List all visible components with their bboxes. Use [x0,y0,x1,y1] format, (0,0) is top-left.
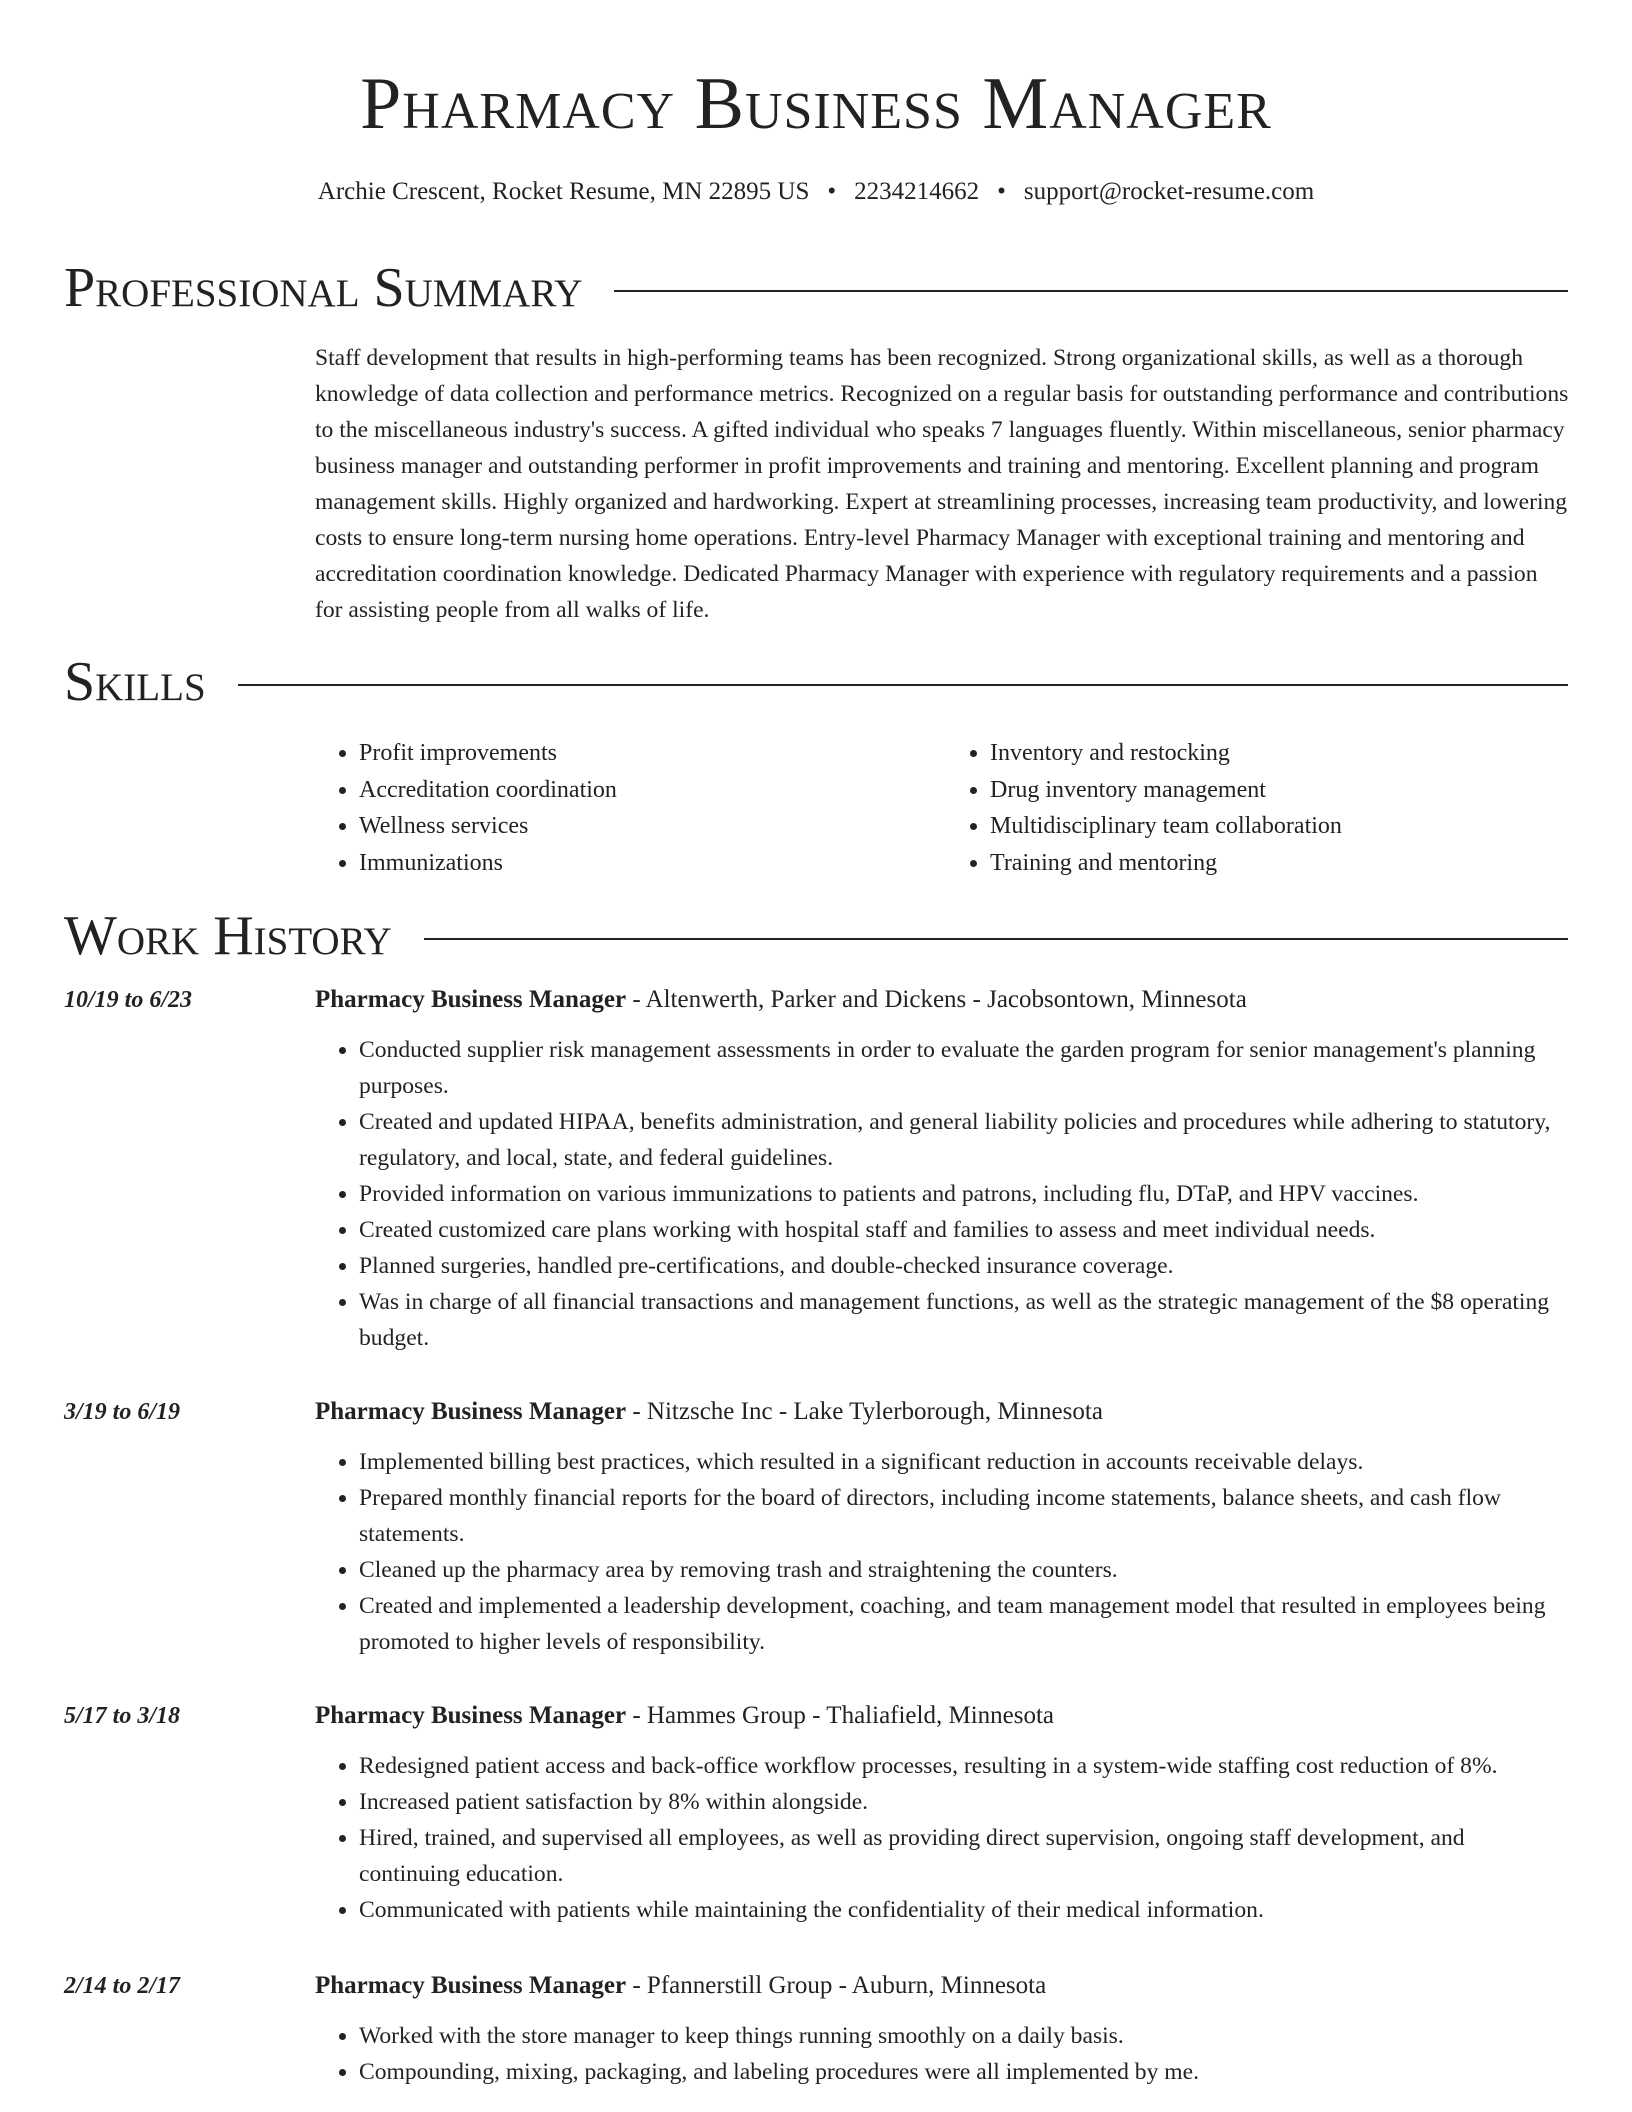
job-bullet: • Prepared monthly financial reports for the board of directors, including income statements, balance sheets, and cash flow statements. [359,1480,1570,1552]
contact-separator: • [997,178,1006,205]
section-divider [614,290,1568,292]
section-divider [238,684,1568,686]
skill-item: • Accreditation coordination [359,772,931,809]
job-bullet: • Was in charge of all financial transactions and management functions, as well as the strategic management of the $8 operating budget. [359,1284,1570,1356]
job-title: Pharmacy Business Manager [315,1972,627,1999]
work-section-title: Work History [64,905,392,967]
job-bullet: • Implemented billing best practices, which resulted in a significant reduction in accounts receivable delays. [359,1444,1570,1480]
job-bullet: • Increased patient satisfaction by 8% within alongside. [359,1784,1570,1820]
skill-item: • Profit improvements [359,735,931,772]
job-title: Pharmacy Business Manager [315,1398,627,1425]
skill-item: • Wellness services [359,808,931,845]
skills-section-title: Skills [64,651,206,713]
job-bullets [315,1748,1570,1928]
summary-section-title: Professional Summary [64,257,583,319]
job-bullets [315,2018,1570,2090]
job-dates: 5/17 to 3/18 [64,1703,181,1729]
job-bullet: • Created customized care plans working with hospital staff and families to assess and meet individual needs. [359,1212,1570,1248]
job-bullet: • Cleaned up the pharmacy area by removing trash and straightening the counters. [359,1552,1570,1588]
job-employer: - Hammes Group - Thaliafield, Minnesota [626,1702,1055,1729]
job-headline [315,982,1570,1018]
summary-text: Staff development that results in high-performing teams has been recognized. Strong organizational skills, as well as a thorough knowledge of data collection and performance metrics. Recognized on a regular basis for outstanding performance and contributions to the miscellaneous industry's success. A gifted individual who speaks 7 languages fluently. Within miscellaneous, senior pharmacy business manager and outstanding performer in profit improvements and training and mentoring. Excellent planning and program management skills. Highly organized and hardworking. Expert at streamlining processes, increasing team productivity, and lowering costs to ensure long-term nursing home operations. Entry-level Pharmacy Manager with exceptional training and mentoring and accreditation coordination knowledge. Dedicated Pharmacy Manager with experience with regulatory requirements and a passion for assisting people from all walks of life. [315,345,1569,623]
job-bullet: • Provided information on various immunizations to patients and patrons, including flu, DTaP, and HPV vaccines. [359,1176,1570,1212]
job-headline [315,1968,1570,2004]
job-dates: 10/19 to 6/23 [64,987,193,1013]
job-bullet: • Planned surgeries, handled pre-certifications, and double-checked insurance coverage. [359,1248,1570,1284]
skill-item: • Training and mentoring [990,845,1570,882]
skills-column-left [315,735,931,881]
skills-column-right [946,735,1570,881]
job-bullets [315,1032,1570,1356]
job-headline [315,1698,1570,1734]
work-section-header [64,904,1568,968]
job-headline [315,1394,1570,1430]
skill-item: • Immunizations [359,845,931,882]
job-bullets [315,1444,1570,1660]
job-dates: 2/14 to 2/17 [64,1973,181,1999]
section-divider [424,938,1568,940]
contact-email: support@rocket-resume.com [1023,178,1315,205]
contact-line [0,174,1632,210]
job-bullet: • Conducted supplier risk management assessments in order to evaluate the garden program for senior management's planning purposes. [359,1032,1570,1104]
job-title: Pharmacy Business Manager [315,1702,627,1729]
job-bullet: • Redesigned patient access and back-office workflow processes, resulting in a system-wide staffing cost reduction of 8%. [359,1748,1570,1784]
skill-item: • Inventory and restocking [990,735,1570,772]
skill-item: • Drug inventory management [990,772,1570,809]
candidate-name: Pharmacy Business Manager [360,63,1272,145]
skill-item: • Multidisciplinary team collaboration [990,808,1570,845]
job-bullet: • Worked with the store manager to keep things running smoothly on a daily basis. [359,2018,1570,2054]
job-title: Pharmacy Business Manager [315,986,627,1013]
job-employer: - Nitzsche Inc - Lake Tylerborough, Minnesota [626,1398,1103,1425]
skills-section-header [64,650,1568,714]
skills-list [315,735,1570,881]
job-employer: - Pfannerstill Group - Auburn, Minnesota [626,1972,1047,1999]
contact-separator: • [827,178,837,205]
job-bullet: • Created and implemented a leadership development, coaching, and team management model that resulted in employees being promoted to higher levels of responsibility. [359,1588,1570,1660]
job-dates: 3/19 to 6/19 [64,1399,181,1425]
contact-phone: 2234214662 [854,178,980,205]
summary-section-header [64,256,1568,320]
job-bullet: • Compounding, mixing, packaging, and labeling procedures were all implemented by me. [359,2054,1570,2090]
job-bullet: • Created and updated HIPAA, benefits administration, and general liability policies and procedures while adhering to statutory, regulatory, and local, state, and federal guidelines. [359,1104,1570,1176]
contact-address: Archie Crescent, Rocket Resume, MN 22895 US [317,178,810,205]
job-employer: - Altenwerth, Parker and Dickens - Jacobsontown, Minnesota [626,986,1247,1013]
job-bullet: • Communicated with patients while maintaining the confidentiality of their medical information. [359,1892,1570,1928]
job-bullet: • Hired, trained, and supervised all employees, as well as providing direct supervision, ongoing staff development, and continuing education. [359,1820,1570,1892]
